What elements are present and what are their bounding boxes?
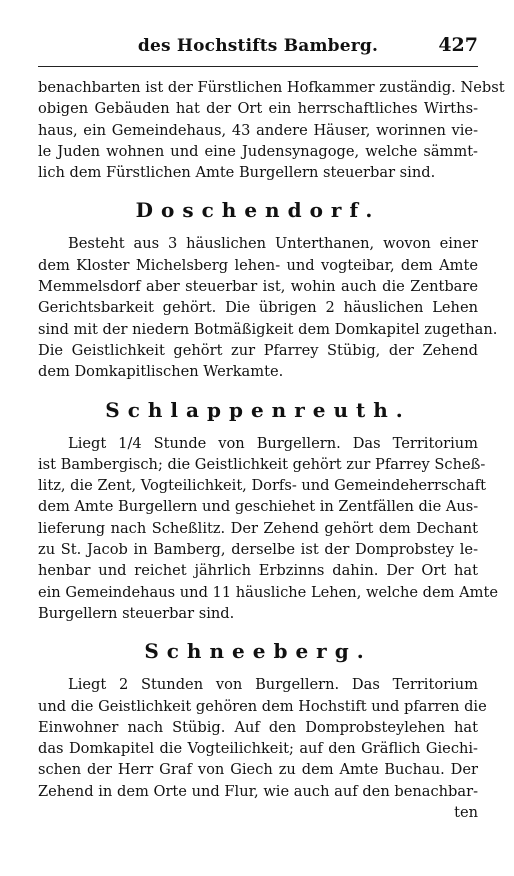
section-heading-schneeberg: Schneeberg. — [144, 639, 372, 664]
text-line: lieferung nach Scheßlitz. Der Zehend gehört dem Dechant — [38, 519, 478, 537]
text-line: henbar und reichet jährlich Erbzinns dahin. Der Ort hat — [38, 562, 478, 580]
text-line: Liegt 1/4 Stunde von Burgellern. Das Territorium — [68, 434, 478, 452]
text-line: sind mit der niedern Botmäßigkeit dem Domkapitel zugethan. — [38, 320, 498, 338]
section-paragraph-schneeberg — [38, 674, 487, 823]
text-line: haus, ein Gemeindehaus, 43 andere Häuser, worinnen vie- — [38, 121, 478, 139]
text-line: das Domkapitel die Vogteilichkeit; auf den Gräflich Giechi- — [38, 740, 478, 758]
page-number: 427 — [438, 34, 478, 56]
section-heading-doschendorf: Doschendorf. — [135, 198, 381, 223]
text-line: schen der Herr Graf von Giech zu dem Amte Buchau. Der — [38, 761, 478, 779]
text-line: ist Bambergisch; die Geistlichkeit gehört zur Pfarrey Scheß- — [38, 455, 486, 473]
section-heading-schlappenreuth: Schlappenreuth. — [105, 397, 411, 422]
section-paragraph-doschendorf — [38, 233, 498, 382]
text-line: Die Geistlichkeit gehört zur Pfarrey Stübig, der Zehend — [38, 341, 478, 359]
section-paragraph-schlappenreuth — [38, 433, 498, 625]
text-line: lich dem Fürstlichen Amte Burgellern steuerbar sind. — [38, 164, 436, 182]
text-line: Besteht aus 3 häuslichen Unterthanen, wovon einer — [68, 235, 478, 253]
text-line: Einwohner nach Stübig. Auf den Domprobsteylehen hat — [38, 718, 478, 736]
text-line: Liegt 2 Stunden von Burgellern. Das Territorium — [68, 676, 478, 694]
text-line: dem Domkapitlischen Werkamte. — [38, 363, 284, 381]
text-line: obigen Gebäuden hat der Ort ein herrschaftliches Wirths- — [38, 100, 478, 118]
text-line: ein Gemeindehaus und 11 häusliche Lehen, welche dem Amte — [38, 583, 498, 601]
text-line: Gerichtsbarkeit gehört. Die übrigen 2 häuslichen Lehen — [38, 299, 478, 317]
text-line: Memmelsdorf aber steuerbar ist, wohin auch die Zentbare — [38, 278, 478, 296]
text-line: Burgellern steuerbar sind. — [38, 604, 235, 622]
text-line: Zehend in dem Orte und Flur, wie auch auf den benachbar- — [38, 782, 478, 800]
text-line: dem Amte Burgellern und geschiehet in Zentfällen die Aus- — [38, 498, 479, 516]
text-line: le Juden wohnen und eine Judensynagoge, welche sämmt- — [38, 142, 478, 160]
intro-paragraph — [38, 77, 505, 183]
text-line: zu St. Jacob in Bamberg, derselbe ist der Domprobstey le- — [38, 541, 478, 559]
running-header — [38, 36, 478, 67]
text-line: und die Geistlichkeit gehören dem Hochstift und pfarren die — [38, 697, 487, 715]
running-title: des Hochstifts Bamberg. — [137, 36, 379, 56]
text-line: dem Kloster Michelsberg lehen- und vogteibar, dem Amte — [38, 256, 478, 274]
book-page — [38, 34, 505, 823]
text-line: benachbarten ist der Fürstlichen Hofkammer zuständig. Nebst — [38, 79, 505, 96]
catchword: ten — [454, 804, 478, 822]
text-line: litz, die Zent, Vogteilichkeit, Dorfs- und Gemeindeherrschaft — [38, 477, 486, 495]
